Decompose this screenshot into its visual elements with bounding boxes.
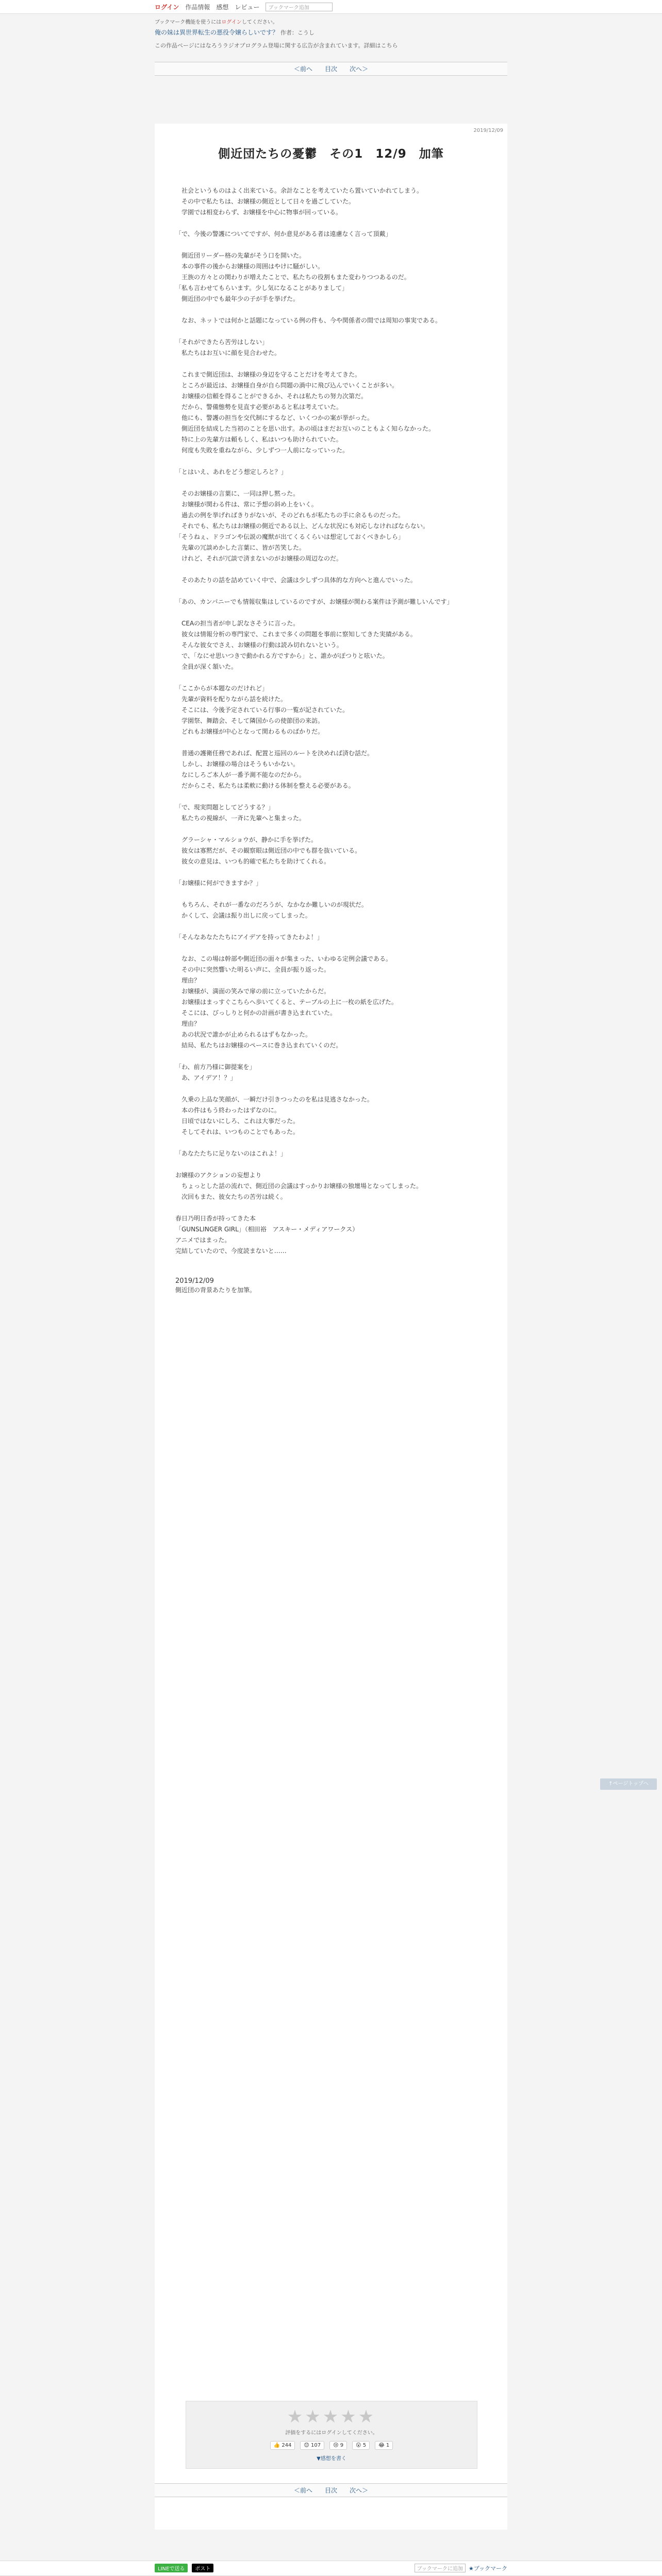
body-paragraph: 過去の例を挙げればきりがないが、そのどれもが私たちの手に余るものだった。 — [175, 512, 405, 519]
body-paragraph: そしてそれは、いつものことでもあった。 — [175, 1128, 299, 1136]
bottom-next-link[interactable]: 次へ＞ — [350, 2487, 369, 2494]
notice-login-link[interactable]: ログイン — [221, 20, 242, 25]
episode-date: 2019/12/09 — [473, 128, 503, 133]
blank-line — [175, 1083, 487, 1094]
reaction-good[interactable]: 👍 244 — [270, 2441, 295, 2450]
body-paragraph: 「とはいえ、あれをどう想定しろと？」 — [175, 468, 287, 476]
body-paragraph: 春日乃明日香が持ってきた本 — [175, 1215, 256, 1222]
body-paragraph: 日頃ではないにしろ、これは大事だった。 — [175, 1117, 300, 1125]
body-paragraph: なお、この場は幹部や側近団の面々が集まった、いわゆる定例会議である。 — [175, 955, 392, 962]
blank-line — [175, 304, 487, 315]
share-bar-inner — [155, 2564, 507, 2572]
body-paragraph: 側近団の中でも最年少の子が手を挙げた。 — [175, 295, 300, 302]
body-paragraph: 「そんなあなたたちにアイデアを持ってきたわよ！」 — [175, 934, 323, 941]
blank-line — [175, 889, 487, 900]
blank-line — [175, 1138, 487, 1148]
body-paragraph: かくして、会議は振り出しに戻ってしまった。 — [175, 912, 311, 919]
blank-line — [175, 737, 487, 748]
body-paragraph: これまで側近団は、お嬢様の身辺を守ることだけを考えてきた。 — [175, 371, 361, 378]
body-paragraph: 特に上の先輩方は頼もしく、私はいつも助けられていた。 — [175, 436, 342, 443]
page-top-button[interactable]: ↑ページトップへ — [600, 1778, 657, 1790]
next-link[interactable]: 次へ＞ — [350, 65, 369, 73]
body-paragraph: そんな彼女でさえ、お嬢様の行動は読み切れないという。 — [175, 641, 343, 649]
body-paragraph: ところが最近は、お嬢様自身が自ら問題の渦中に飛び込んでいくことが多い。 — [175, 382, 399, 389]
blank-line — [175, 607, 487, 618]
body-paragraph: グラーシャ・マルショウが、静かに手を挙げた。 — [175, 836, 317, 843]
body-paragraph: お嬢様が、満面の笑みで扉の前に立っていたからだ。 — [175, 988, 330, 995]
body-paragraph: そこには、今後予定されている行事の一覧が記されていた。 — [175, 706, 349, 714]
body-paragraph: 彼女は情報分析の専門家で、これまで多くの問題を事前に察知してきた実績がある。 — [175, 631, 417, 638]
body-paragraph: 本の件はもう終わったはずなのに。 — [175, 1107, 280, 1114]
body-paragraph: なお、ネットでは何かと話題になっている例の件も、今や関係者の間では周知の事実である。 — [175, 317, 442, 324]
body-paragraph: で、「なにせ思いつきで動かれる方ですから」と、誰かがぽつりと呟いた。 — [175, 652, 389, 659]
body-paragraph: 結局、私たちはお嬢様のペースに巻き込まれていくのだ。 — [175, 1042, 342, 1049]
blank-line — [175, 218, 487, 229]
body-paragraph: 他にも、警護の担当を交代制にするなど、いくつかの案が挙がった。 — [175, 414, 374, 421]
blank-line — [175, 586, 487, 597]
body-paragraph: 「あの、カンパニーでも情報収集はしているのですが、お嬢様が関わる案件は予測が難しいんです」 — [175, 598, 453, 605]
bookmark-button[interactable]: ★ブックマーク — [468, 2565, 507, 2572]
top-bar — [0, 0, 662, 14]
body-paragraph: あの状況で誰かが止められるはずもなかった。 — [175, 1031, 312, 1038]
blank-line — [175, 672, 487, 683]
body-paragraph: お嬢様が関わる件は、常に予想の斜め上をいく。 — [175, 501, 318, 508]
notice-pre: ブックマーク機能を使うには — [155, 20, 222, 25]
body-paragraph: 理由？ — [175, 1020, 201, 1027]
blank-line — [175, 1051, 487, 1062]
body-paragraph: 本の事件の後からお嬢様の周囲はやけに騒がしい。 — [175, 263, 324, 270]
body-paragraph: お嬢様のアクションの妄想より — [175, 1172, 262, 1179]
body-paragraph: だからこそ、私たちは柔軟に動ける体制を整える必要がある。 — [175, 782, 355, 789]
body-paragraph: 「お嬢様に何ができますか？」 — [175, 879, 262, 887]
blank-line — [175, 326, 487, 337]
reaction-surprise[interactable]: 😮 5 — [352, 2441, 370, 2450]
share-bar — [0, 2561, 662, 2576]
nav-impressions[interactable]: 感想 — [216, 3, 229, 11]
post-note: 側近団の背景あたりを加筆。 — [175, 1286, 256, 1294]
body-paragraph: 「で、現実問題としてどうする？」 — [175, 804, 274, 811]
body-paragraph: 私たちはお互いに顔を見合わせた。 — [175, 349, 281, 357]
blank-line — [175, 240, 487, 250]
body-paragraph: あ、アイデア！？」 — [175, 1074, 237, 1081]
body-paragraph: 側近団リーダー格の先輩がそう口を開いた。 — [175, 252, 306, 259]
blank-line — [175, 359, 487, 369]
line-share-button[interactable]: LINEで送る — [155, 2564, 188, 2572]
blank-line — [175, 921, 487, 932]
notice-post: してください。 — [241, 20, 278, 25]
evaluation-note: 評価をするにはログインしてください。 — [285, 2430, 378, 2436]
bookmark-add-field[interactable]: ブックマーク追加 — [266, 3, 333, 11]
blank-line — [175, 1202, 487, 1213]
blank-line — [175, 867, 487, 878]
body-paragraph: 彼女は寡黙だが、その観察眼は側近団の中でも群を抜いている。 — [175, 847, 361, 854]
novel-title-row — [155, 28, 507, 37]
body-paragraph: 久乗の上品な笑顔が、一瞬だけ引きつったのを私は見逃さなかった。 — [175, 1096, 373, 1103]
nav-reviews[interactable]: レビュー — [235, 3, 260, 11]
toc-link[interactable]: 目次 — [324, 65, 337, 73]
reaction-laugh[interactable]: 😂 1 — [375, 2441, 393, 2450]
blank-line — [175, 1159, 487, 1170]
body-paragraph: お嬢様はまっすぐこちらへ歩いてくると、テーブルの上に一枚の紙を広げた。 — [175, 998, 398, 1006]
body-paragraph: 「GUNSLINGER GIRL」（相田裕 アスキー・メディアワークス） — [175, 1226, 359, 1233]
body-paragraph: 何度も失敗を重ねながら、少しずつ一人前になっていった。 — [175, 447, 349, 454]
blank-line — [175, 564, 487, 575]
body-paragraph: 「わ、前方乃様に御提案を」 — [175, 1063, 256, 1071]
login-notice — [155, 18, 507, 25]
reaction-smile[interactable]: 😊 107 — [300, 2441, 324, 2450]
body-paragraph: アニメではまった。 — [175, 1236, 231, 1244]
body-paragraph: その中に突然響いた明るい声に、全員が振り返った。 — [175, 966, 330, 973]
body-paragraph: 完結していたので、今度読まないと…… — [175, 1247, 287, 1255]
body-paragraph: その中で私たちは、お嬢様の側近として日々を過ごしていた。 — [175, 198, 355, 205]
top-pager — [155, 62, 507, 76]
body-paragraph: 理由？ — [175, 977, 201, 984]
body-paragraph: 側近団を結成した当初のことを思い出す。あの頃はまだお互いのこともよく知らなかった。 — [175, 425, 435, 432]
body-paragraph: それでも、私たちはお嬢様の側近である以上、どんな状況にも対応しなければならない。 — [175, 522, 429, 530]
reaction-list — [186, 2441, 477, 2450]
body-paragraph: けれど、それが冗談で済まないのがお嬢様の周辺なのだ。 — [175, 555, 343, 562]
evaluation-box — [186, 2401, 477, 2469]
body-paragraph: 王族の方々との関わりが増えたことで、私たちの役割もまた変わりつつあるのだ。 — [175, 274, 410, 281]
main-content — [155, 124, 507, 2530]
bottom-prev-link[interactable]: ＜前へ — [293, 2487, 312, 2494]
blank-line — [175, 791, 487, 802]
share-bar-right — [415, 2564, 507, 2572]
bottom-toc-link[interactable]: 目次 — [324, 2487, 337, 2494]
body-paragraph: そのあたりの話を詰めていく中で、会議は少しずつ具体的な方向へと進んでいった。 — [175, 577, 417, 584]
author-label: 作者： — [280, 29, 297, 36]
body-paragraph: ちょっとした話の流れで、側近団の会議はすっかりお嬢様の独壇場となってしまった。 — [175, 1182, 423, 1190]
body-paragraph: 「そうねぇ、ドラゴンや伝説の魔獣が出てくるくらいは想定しておくべきかしら」 — [175, 533, 405, 540]
star-rating[interactable]: ★★★★★ — [287, 2406, 376, 2427]
body-paragraph: CEAの担当者が申し訳なさそうに言った。 — [175, 620, 300, 627]
body-paragraph: 学園では相変わらず、お嬢様を中心に物事が回っている。 — [175, 209, 342, 216]
top-bar-inner — [155, 2, 516, 11]
blank-line — [175, 824, 487, 835]
episode-title: 側近団たちの憂鬱 その1 12/9 加筆 — [218, 147, 444, 161]
body-paragraph: 普通の護衛任務であれば、配置と巡回のルートを決めれば済む話だ。 — [175, 750, 374, 757]
post-date: 2019/12/09 — [175, 1277, 214, 1285]
body-paragraph: 次回もまた、彼女たちの苦労は続く。 — [175, 1193, 287, 1200]
prev-link[interactable]: ＜前へ — [293, 65, 312, 73]
body-paragraph: 「私も言わせてもらいます。少し気になることがありまして」 — [175, 284, 349, 292]
body-paragraph: 学園祭、舞踏会、そして隣国からの使節団の来訪。 — [175, 717, 324, 724]
author-link[interactable]: こうし — [297, 29, 315, 36]
body-paragraph: 彼女の意見は、いつも的確で私たちを助けてくれる。 — [175, 858, 330, 865]
episode-body — [155, 185, 507, 1296]
body-paragraph: 先輩の冗談めかした言葉に、皆が苦笑した。 — [175, 544, 306, 551]
nav-novel-info[interactable]: 作品情報 — [185, 3, 210, 11]
body-paragraph: 社会というものはよく出来ている。余計なことを考えていたら置いていかれてしまう。 — [175, 187, 423, 194]
body-paragraph: しかし、お嬢様の場合はそうもいかない。 — [175, 760, 300, 768]
body-paragraph: 先輩が資料を配りながら話を続けた。 — [175, 696, 287, 703]
body-paragraph: そこには、びっしりと何かの計画が書き込まれていた。 — [175, 1009, 337, 1016]
write-impression-link[interactable]: ▼感想を書く — [317, 2456, 346, 2462]
body-paragraph: 全員が深く頷いた。 — [175, 663, 238, 670]
blank-line — [175, 943, 487, 954]
body-paragraph: 「ここからが本題なのだけれど」 — [175, 685, 269, 692]
bookmark-input[interactable]: ブックマークに追加 — [415, 2564, 466, 2572]
novel-title[interactable]: 俺の妹は異世界転生の悪役令嬢らしいです？ — [155, 29, 279, 36]
ad-notice: この作品ページにはなろうラジオプログラム登場に関する広告が含まれています。詳細はこちら — [155, 42, 398, 49]
body-paragraph: 私たちの視線が、一斉に先輩へと集まった。 — [175, 815, 306, 822]
body-paragraph: そのお嬢様の言葉に、一同は押し黙った。 — [175, 490, 300, 497]
login-link[interactable]: ログイン — [155, 3, 179, 11]
afterword-spacer — [175, 1257, 487, 1277]
body-paragraph: どれもお嬢様が中心となって関わるものばかりだ。 — [175, 728, 324, 735]
body-paragraph: もちろん、それが一番なのだろうが、なかなか難しいのが現状だ。 — [175, 901, 368, 908]
body-paragraph: なにしろご本人が一番予測不能なのだから。 — [175, 771, 306, 778]
reaction-cry[interactable]: 😢 9 — [329, 2441, 347, 2450]
post-share-button[interactable]: ポスト — [192, 2564, 213, 2572]
body-paragraph: 「で、今後の警護についてですが、何か意見がある者は遠慮なく言って頂戴」 — [175, 230, 392, 238]
body-paragraph: お嬢様の信頼を得ることができるか、それは私たちの努力次第だ。 — [175, 393, 368, 400]
bottom-pager-wrap — [155, 2483, 507, 2497]
body-paragraph: 「それができたら苦労はしない」 — [175, 338, 269, 346]
novel-header — [155, 18, 507, 76]
blank-line — [175, 456, 487, 467]
bottom-pager — [155, 2483, 507, 2497]
blank-line — [175, 478, 487, 488]
body-paragraph: だから、警備態勢を見直す必要があると私は考えていた。 — [175, 403, 343, 411]
body-paragraph: 「あなたたちに足りないのはこれよ！」 — [175, 1150, 287, 1157]
